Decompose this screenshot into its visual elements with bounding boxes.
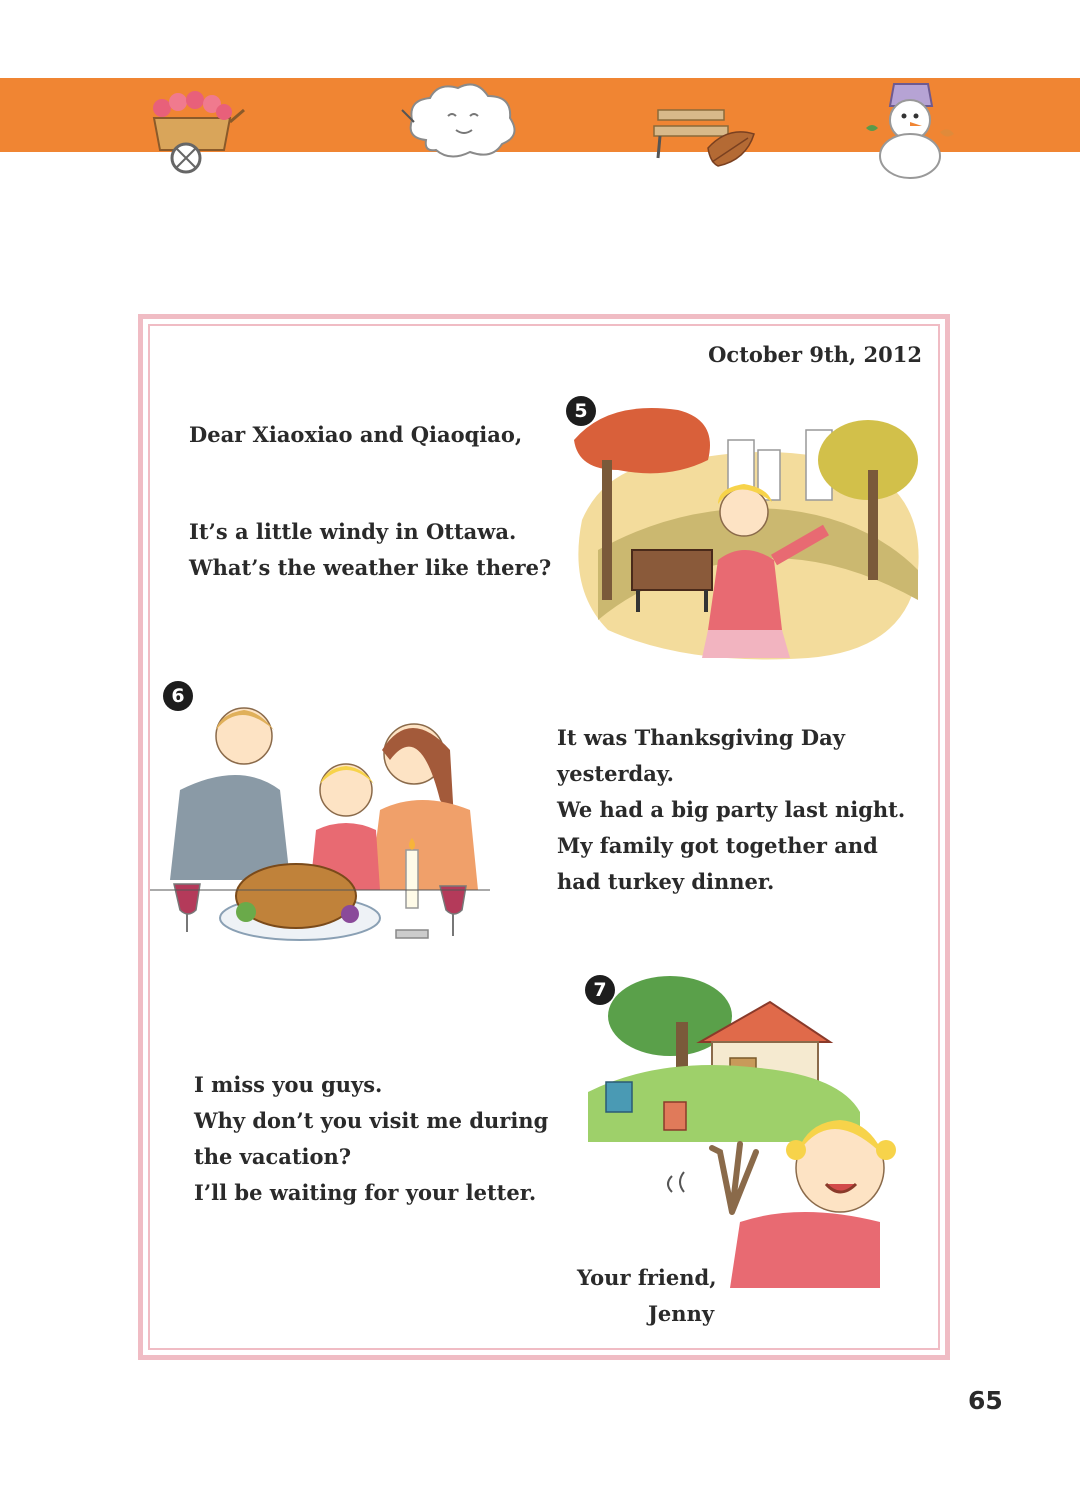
cloud-icon xyxy=(400,80,525,162)
text-line: yesterday. xyxy=(557,761,674,786)
picture-number-badge: 7 xyxy=(585,975,615,1005)
text-line: I’ll be waiting for your letter. xyxy=(194,1180,537,1205)
text-line: the vacation? xyxy=(194,1144,352,1169)
paragraph-thanksgiving xyxy=(557,720,905,900)
thanksgiving-dinner-illustration xyxy=(150,700,490,950)
text-line: We had a big party last night. xyxy=(557,797,906,822)
letter-date: October 9th, 2012 xyxy=(708,342,922,367)
girl-waving-house-illustration xyxy=(580,972,920,1288)
letter-greeting: Dear Xiaoxiao and Qiaoqiao, xyxy=(189,422,523,447)
snowman-icon xyxy=(848,78,960,182)
text-line: My family got together and xyxy=(557,833,878,858)
text-line: Why don’t you visit me during xyxy=(194,1108,549,1133)
flower-cart-icon xyxy=(140,84,250,176)
text-line: It was Thanksgiving Day xyxy=(557,725,845,750)
bench-leaf-icon xyxy=(648,100,760,176)
autumn-park-girl-illustration xyxy=(568,400,924,666)
picture-number-badge: 6 xyxy=(163,681,193,711)
text-line: It’s a little windy in Ottawa. xyxy=(189,519,517,544)
text-line: had turkey dinner. xyxy=(557,869,775,894)
text-line: What’s the weather like there? xyxy=(189,555,552,580)
paragraph-invitation xyxy=(194,1067,548,1211)
page-number: 65 xyxy=(968,1386,1003,1415)
paragraph-weather xyxy=(189,514,551,586)
picture-number-badge: 5 xyxy=(566,396,596,426)
letter-closing: Your friend, xyxy=(577,1265,717,1290)
letter-signature: Jenny xyxy=(648,1301,715,1326)
text-line: I miss you guys. xyxy=(194,1072,383,1097)
